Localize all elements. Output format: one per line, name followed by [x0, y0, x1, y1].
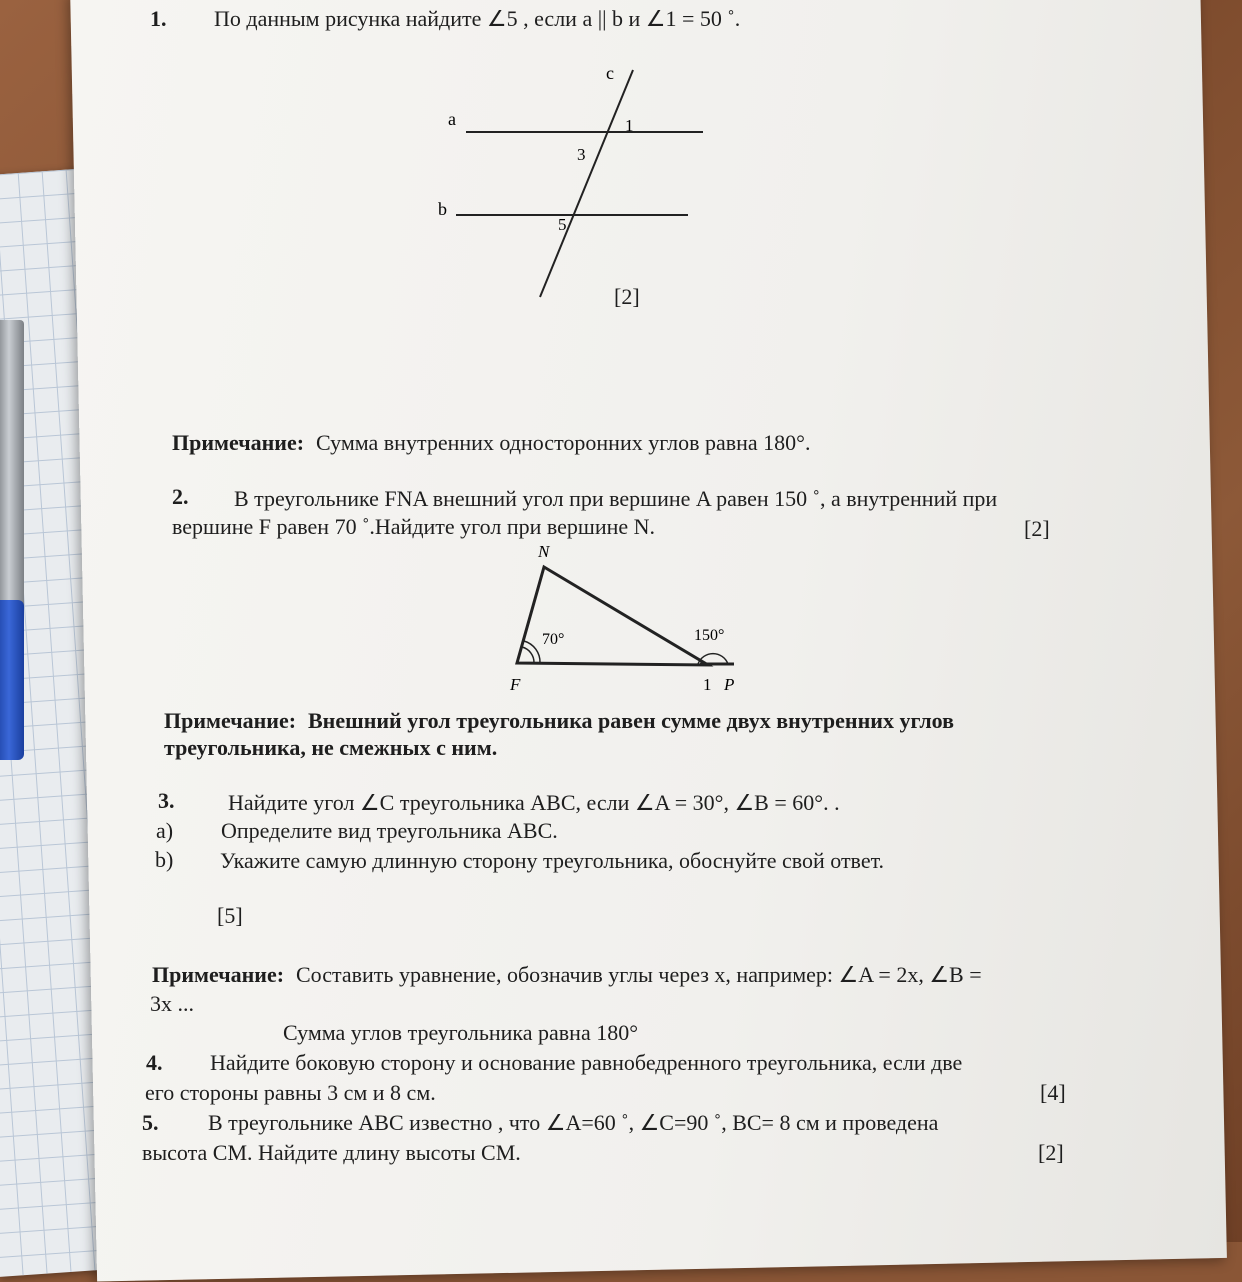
problem-3-points: [5]	[217, 903, 243, 928]
triangle	[517, 567, 708, 665]
problem-3b-text: Укажите самую длинную сторону треугольника, обоснуйте свой ответ.	[220, 848, 885, 873]
problem-2-note-line2: треугольника, не смежных с ним.	[164, 735, 498, 760]
angle-label-1: 1	[625, 116, 634, 135]
problem-3-note-line3: Сумма углов треугольника равна 180°	[283, 1020, 639, 1045]
angle-label-3: 3	[577, 145, 586, 164]
problem-4-number: 4.	[146, 1050, 163, 1075]
problem-2-line2: вершине F равен 70 ˚.Найдите угол при вершине N.	[172, 514, 656, 539]
angle-label-150: 150°	[694, 627, 725, 644]
problem-3b-label: b)	[155, 847, 174, 872]
label-b: b	[438, 199, 447, 219]
parallel-lines-figure	[420, 55, 720, 315]
problem-2-points: [2]	[1024, 516, 1050, 541]
label-c: c	[606, 63, 614, 83]
problem-4-line2: его стороны равны 3 см и 8 см.	[145, 1080, 436, 1105]
problem-2-number: 2.	[172, 484, 189, 509]
problem-3a-label: a)	[156, 818, 174, 843]
problem-3-number: 3.	[158, 788, 175, 813]
problem-1-number: 1.	[150, 6, 167, 31]
problem-3-note-line1: Составить уравнение, обозначив углы через x, например: ∠A = 2x, ∠B =	[296, 962, 982, 987]
triangle-fnp-figure	[500, 540, 750, 700]
angle-label-5: 5	[558, 215, 567, 234]
problem-3-text: Найдите угол ∠C треугольника ABC, если ∠A = 30°, ∠B = 60°. .	[228, 790, 840, 815]
angle-label-70: 70°	[542, 631, 565, 648]
problem-4-line1: Найдите боковую сторону и основание равнобедренного треугольника, если две	[210, 1050, 963, 1075]
problem-5-line1: В треугольнике ABC известно , что ∠A=60 ˚, ∠C=90 ˚, BC= 8 см и проведена	[208, 1110, 939, 1135]
problem-3-note-label: Примечание:	[152, 962, 285, 987]
problem-1-note-text: Сумма внутренних односторонних углов равна 180°.	[316, 430, 811, 455]
vertex-label-p: P	[724, 675, 735, 694]
vertex-label-1: 1	[703, 675, 712, 694]
problem-5-points: [2]	[1038, 1140, 1064, 1165]
transversal-c	[540, 70, 633, 297]
problem-2-note-label: Примечание:	[164, 708, 297, 733]
problem-5-line2: высота CM. Найдите длину высоты CM.	[142, 1140, 521, 1165]
problem-1-text: По данным рисунка найдите ∠5 , если a || b и ∠1 = 50 ˚.	[214, 6, 741, 31]
angle-arc-f-inner	[522, 647, 534, 663]
vertex-label-n: N	[538, 542, 550, 561]
vertex-label-f: F	[510, 675, 521, 694]
problem-1-note-label: Примечание:	[172, 430, 305, 455]
problem-4-points: [4]	[1040, 1080, 1066, 1105]
angle-arc-f	[524, 641, 540, 663]
problem-3-note-line2: 3x ...	[150, 991, 194, 1016]
problem-3a-text: Определите вид треугольника ABC.	[221, 818, 558, 843]
problem-5-number: 5.	[142, 1110, 159, 1135]
problem-2-note-line1: Внешний угол треугольника равен сумме двух внутренних углов	[308, 708, 955, 733]
problem-2-line1: В треугольнике FNA внешний угол при вершине A равен 150 ˚, а внутренний при	[234, 486, 998, 511]
problem-1-points: [2]	[614, 284, 640, 309]
label-a: a	[448, 109, 456, 129]
